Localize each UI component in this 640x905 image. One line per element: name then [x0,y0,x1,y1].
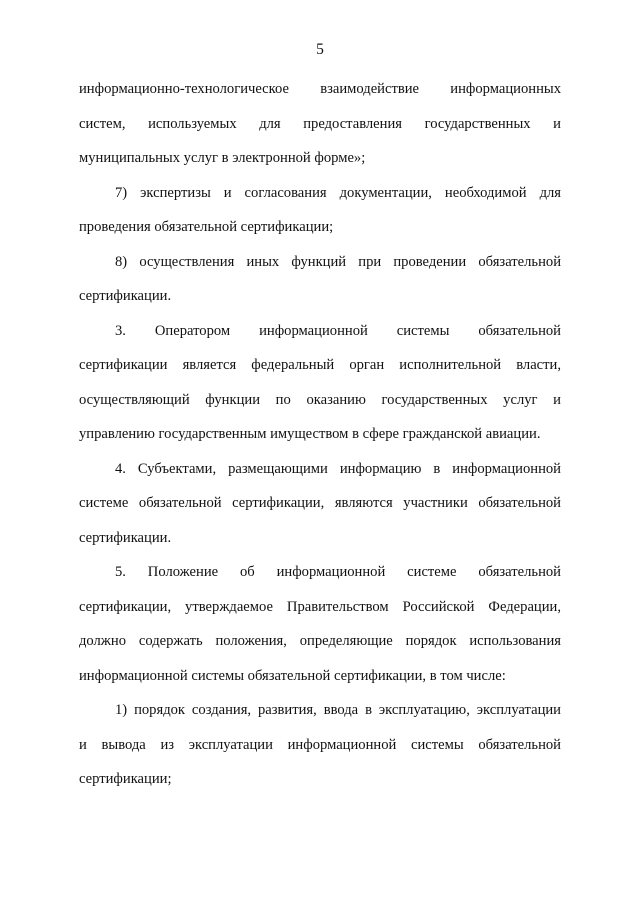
text-line: сертификации является федеральный орган исполнительной власти, [79,357,561,373]
text-line: сертификации. [79,288,172,304]
text-line: должно содержать положения, определяющие порядок использования [79,633,561,649]
text-line: 1) порядок создания, развития, ввода в эксплуатацию, эксплуатации [115,702,561,718]
text-line: муниципальных услуг в электронной форме»; [79,150,366,166]
text-line: 5. Положение об информационной системе обязательной [115,564,561,580]
text-line: информационно-технологическое взаимодействие информационных [79,81,561,97]
text-line: 3. Оператором информационной системы обязательной [115,323,561,339]
text-line: 4. Субъектами, размещающими информацию в информационной [115,461,561,477]
text-line: и вывода из эксплуатации информационной системы обязательной [79,737,561,753]
text-line: сертификации; [79,771,172,787]
text-line: системе обязательной сертификации, являются участники обязательной [79,495,561,511]
page-number: 5 [316,41,324,58]
text-line: сертификации. [79,530,172,546]
text-line: систем, используемых для предоставления государственных и [79,116,561,132]
text-line: проведения обязательной сертификации; [79,219,334,235]
text-line: осуществляющий функции по оказанию государственных услуг и [79,392,561,408]
text-line: информационной системы обязательной сертификации, в том числе: [79,668,506,684]
text-line: управлению государственным имуществом в сфере гражданской авиации. [79,426,541,442]
text-line: 8) осуществления иных функций при проведении обязательной [115,254,561,270]
text-line: 7) экспертизы и согласования документации, необходимой для [115,185,561,201]
text-line: сертификации, утверждаемое Правительством Российской Федерации, [79,599,561,615]
